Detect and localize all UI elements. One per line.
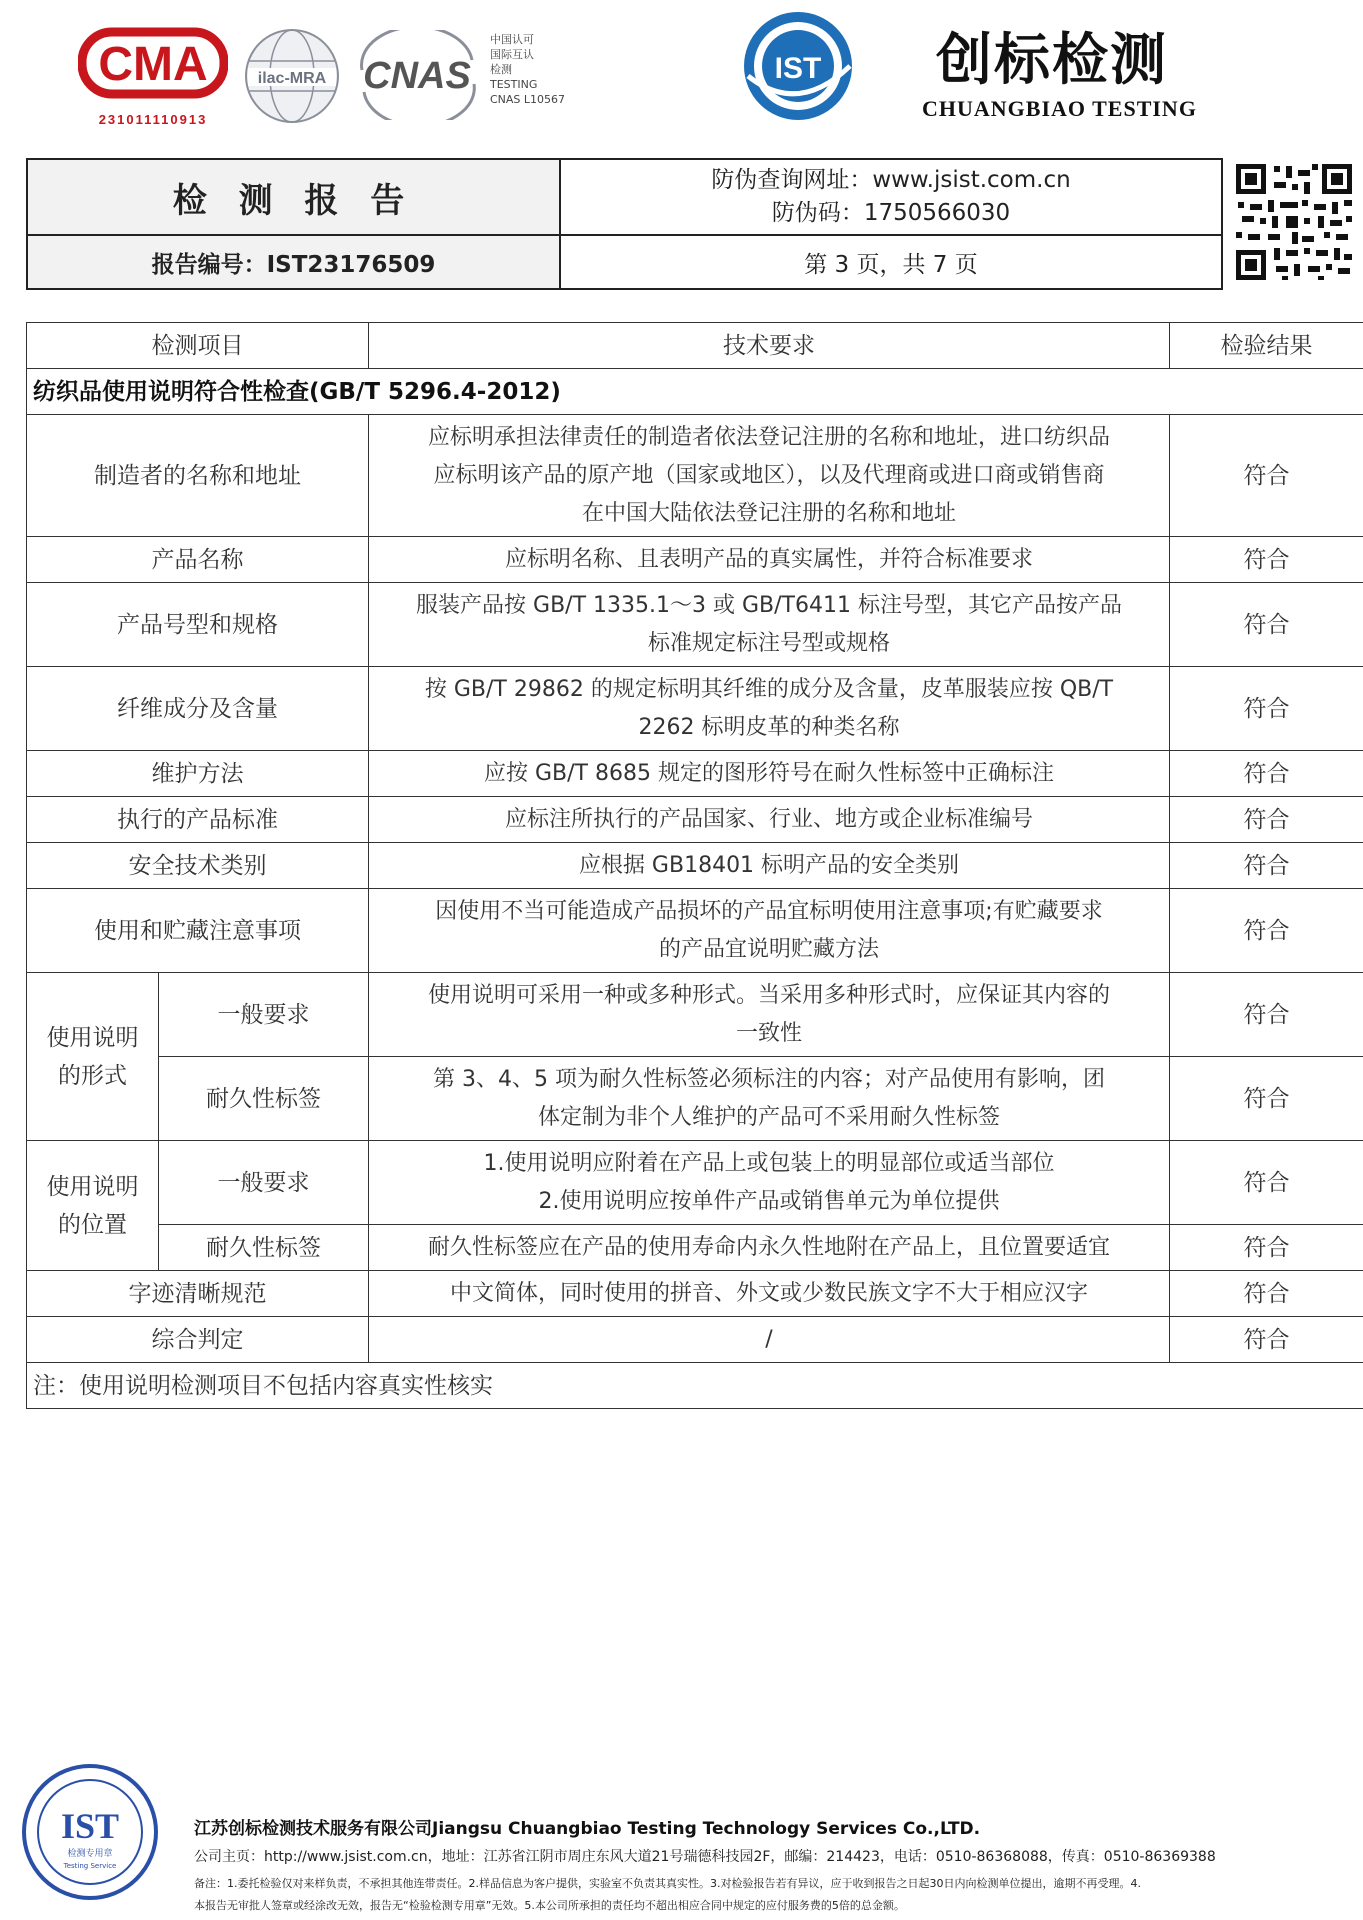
table-row: 使用说明 的位置 一般要求 1.使用说明应附着在产品上或包装上的明显部位或适当部位 2.使用说明应按单件产品或销售单元为单位提供 符合: [27, 1141, 1363, 1225]
report-number: 报告编号：IST23176509: [28, 236, 561, 288]
cma-text: CMA: [98, 38, 208, 91]
page-info: 第 3 页，共 7 页: [804, 251, 978, 278]
table-row: 制造者的名称和地址 应标明承担法律责任的制造者依法登记注册的名称和地址，进口纺织品 应标明该产品的原产地（国家或地区），以及代理商或进口商或销售商 在中国大陆依法登记注册的名称和地址 符合: [27, 415, 1363, 537]
cnas-text: CNAS: [363, 55, 471, 97]
table-row: 字迹清晰规范 中文简体，同时使用的拼音、外文或少数民族文字不大于相应汉字 符合: [27, 1271, 1363, 1317]
ist-logo: [738, 6, 858, 126]
qr-code-icon: [1232, 160, 1356, 284]
table-row: 纤维成分及含量 按 GB/T 29862 的规定标明其纤维的成分及含量，皮革服装应按 QB/T 2262 标明皮革的种类名称 符合: [27, 667, 1363, 751]
header-item: 检测项目: [27, 323, 369, 369]
table-row: 耐久性标签 第 3、4、5 项为耐久性标签必须标注的内容；对产品使用有影响，团 体定制为非个人维护的产品可不采用耐久性标签 符合: [27, 1057, 1363, 1141]
ilac-mra-logo: [242, 26, 342, 126]
table-header-row: [27, 323, 1363, 369]
verify-code: 防伪码：1750566030: [771, 200, 1011, 226]
cma-code: 231011110913: [98, 112, 208, 127]
section-title: 纺织品使用说明符合性检查(GB/T 5296.4-2012): [27, 369, 1363, 415]
ist-logo-text: IST: [774, 52, 822, 85]
seal-en: Testing Service: [63, 1862, 117, 1870]
inspection-table: [26, 322, 1363, 1409]
ist-globe-icon: [738, 6, 858, 126]
brand-chinese-name: 创标检测: [936, 27, 1168, 93]
header-requirement: 技术要求: [369, 323, 1170, 369]
cma-mark-icon: [78, 26, 228, 106]
table-row: 耐久性标签 耐久性标签应在产品的使用寿命内永久性地附在产品上，且位置要适宜 符合: [27, 1225, 1363, 1271]
cnas-caption: 中国认可 国际互认 检测 TESTING CNAS L10567: [490, 33, 566, 106]
header-result: 检验结果: [1170, 323, 1363, 369]
cnas-mark-icon: [352, 30, 482, 120]
ilac-globe-icon: [242, 26, 342, 126]
seal-icon: [20, 1762, 160, 1902]
table-row: 使用说明 的形式 一般要求 使用说明可采用一种或多种形式。当采用多种形式时，应保证其内容的 一致性 符合: [27, 973, 1363, 1057]
group-label-form: 使用说明 的形式: [27, 973, 159, 1141]
report-title: 检 测 报 告: [28, 160, 561, 236]
remark-line-2: 本报告无审批人签章或经涂改无效，报告无“检验检测专用章”无效。5.本公司所承担的责任均不超出相应合同中规定的应付服务费的5倍的总金额。: [194, 1899, 905, 1912]
company-name: 江苏创标检测技术服务有限公司Jiangsu Chuangbiao Testing Technology Services Co.,LTD.: [194, 1819, 981, 1839]
table-row: 综合判定 / 符合: [27, 1317, 1363, 1363]
table-row: 产品号型和规格 服装产品按 GB/T 1335.1～3 或 GB/T6411 标注号型，其它产品按产品 标准规定标注号型或规格 符合: [27, 583, 1363, 667]
verify-url: 防伪查询网址：www.jsist.com.cn: [711, 167, 1071, 193]
verify-info: [561, 160, 1221, 236]
brand-english-name: CHUANGBIAO TESTING: [922, 96, 1197, 121]
table-row: 维护方法 应按 GB/T 8685 规定的图形符号在耐久性标签中正确标注 符合: [27, 751, 1363, 797]
company-contact: 公司主页：http://www.jsist.com.cn，地址：江苏省江阴市周庄东风大道21号瑞德科技园2F，邮编：214423，电话：0510-86368088，传真：0510-86369388: [194, 1849, 1216, 1865]
ilac-text: ilac-MRA: [257, 70, 327, 87]
table-row: 使用和贮藏注意事项 因使用不当可能造成产品损坏的产品宜标明使用注意事项;有贮藏要求 的产品宜说明贮藏方法 符合: [27, 889, 1363, 973]
ist-seal: [20, 1762, 160, 1902]
table-row: 产品名称 应标明名称、且表明产品的真实属性，并符合标准要求 符合: [27, 537, 1363, 583]
seal-text: IST: [60, 1806, 120, 1846]
remark-line-1: 备注：1.委托检验仅对来样负责，不承担其他连带责任。2.样品信息为客户提供，实验室不负责其真实性。3.对检验报告若有异议，应于收到报告之日起30日内向检测单位提出，逾期不再受理。4.: [194, 1877, 1141, 1890]
note-row: [27, 1363, 1363, 1409]
table-row: 安全技术类别 应根据 GB18401 标明产品的安全类别 符合: [27, 843, 1363, 889]
table-row: 执行的产品标准 应标注所执行的产品国家、行业、地方或企业标准编号 符合: [27, 797, 1363, 843]
group-label-position: 使用说明 的位置: [27, 1141, 159, 1271]
seal-sub: 检测专用章: [67, 1849, 113, 1859]
table-note: 注：使用说明检测项目不包括内容真实性核实: [27, 1363, 1363, 1409]
report-header-box: [26, 158, 1223, 290]
cma-logo: [78, 26, 228, 126]
cnas-logo: [352, 30, 482, 120]
section-title-row: [27, 369, 1363, 415]
